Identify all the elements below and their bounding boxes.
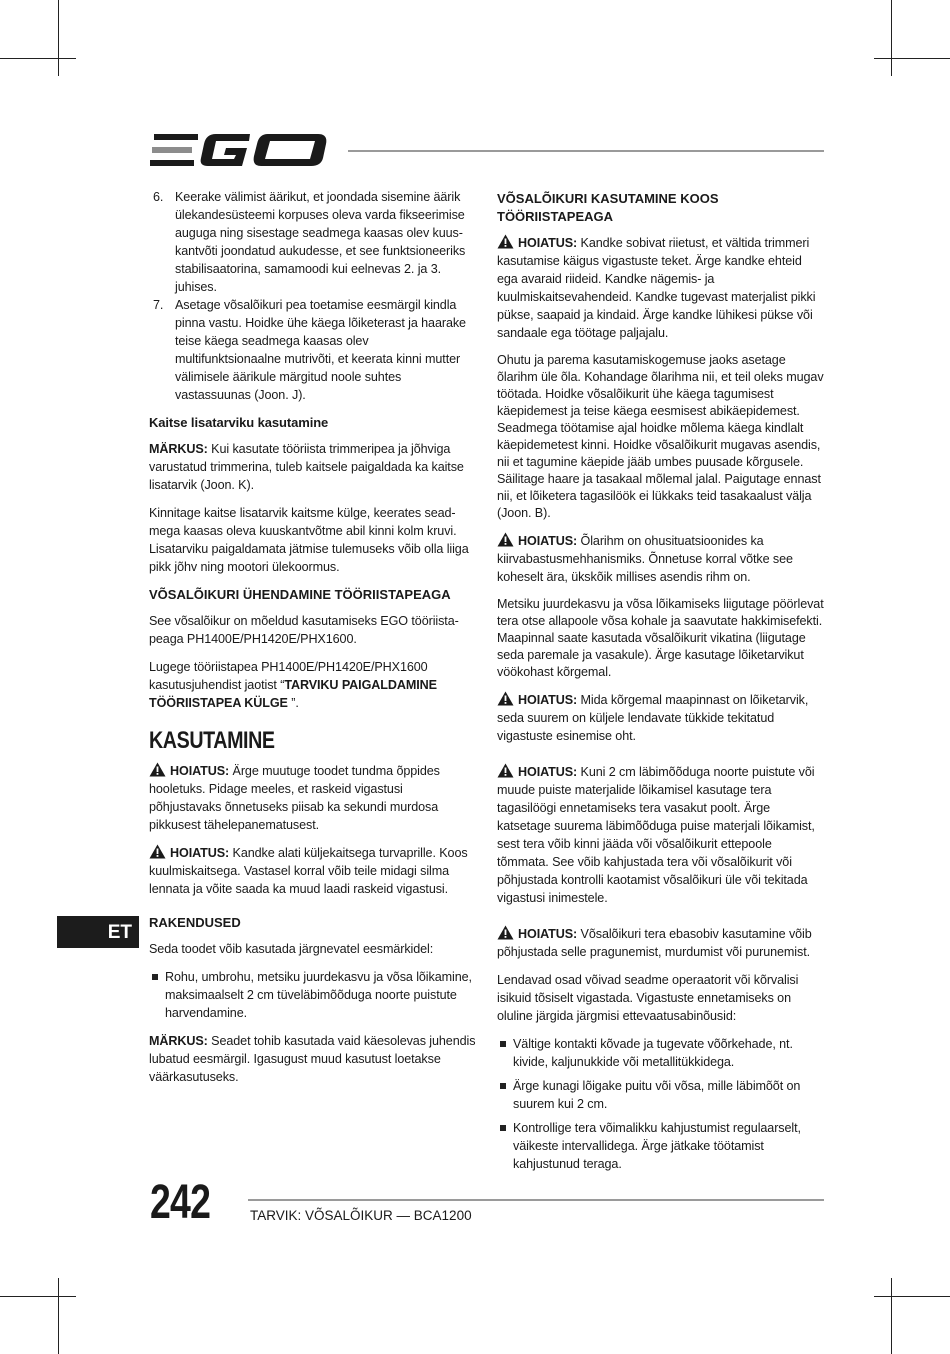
right-column bbox=[497, 188, 825, 1183]
warning-block bbox=[149, 762, 477, 834]
step-number: 6. bbox=[153, 190, 164, 204]
guard-paragraph: Kinnitage kaitse lisatarvik kaitsme külge, keerates seadmega kaasas oleva kuuskantvõtme abil kinni kolm kruvi. Lisatarviku paigaldamata jätmise tulemuseks võib olla liiga pikk jõhv ning mootori ülekoormus. bbox=[149, 506, 469, 574]
crop-mark bbox=[58, 1278, 59, 1354]
connect-paragraph-2 bbox=[149, 658, 477, 712]
warning-block bbox=[497, 532, 825, 586]
warning-label: HOIATUS: bbox=[518, 534, 578, 548]
warning-label: HOIATUS: bbox=[518, 765, 578, 779]
bullet-square bbox=[500, 1041, 506, 1047]
apps-bullets bbox=[149, 968, 477, 1022]
warning-label: HOIATUS: bbox=[170, 846, 230, 860]
warning-label: HOIATUS: bbox=[518, 236, 578, 250]
steps-list bbox=[149, 188, 477, 404]
crop-mark bbox=[874, 58, 950, 59]
warning-triangle-icon bbox=[497, 691, 514, 706]
warning-triangle-icon bbox=[149, 844, 166, 859]
warning-text: Kandke sobivat riietust, et vältida trimmeri kasutamise käigus vigastuste teket. Ärge kandke ehteid ega avaraid riideid. Kandke nägemis- ja kuulmiskaitsevahendeid. Kandke tugevast materjalist pikki pükse, saapaid ja kindaid. Ärge kandke lühikesi pükse või sandaale ega töötage paljajalu. bbox=[497, 236, 816, 340]
crop-mark bbox=[0, 58, 76, 59]
step-number: 7. bbox=[153, 298, 164, 312]
warning-text: Kandke alati küljekaitsega turvaprille. Koos kuulmiskaitsega. Vastasel korral võib teile midagi silma lennata ja võite saada ka muud laadi raskeid vigastusi. bbox=[149, 846, 468, 896]
step-text: Asetage võsalõikuri pea toetamise eesmärgil kindla pinna vastu. Hoidke ühe käega lõiketerast ja haarake teise käega seadmega kaasas olev multifunktsionaalne mutrivõti, et keerata kinni mutter välimisele äärikule märgitud noole suhtes vastassuunas (Joon. J). bbox=[175, 298, 466, 402]
usage-heading: VÕSALÕIKURI KASUTAMINE KOOS TÖÖRIISTAPEAGA bbox=[497, 191, 719, 224]
list-item bbox=[149, 296, 477, 404]
crop-mark bbox=[58, 0, 59, 76]
warning-text: Ärge muutuge toodet tundma õppides hooletuks. Pidage meeles, et raskeid vigastusi põhjustavaks õnnetuseks piisab ka sekundi murdosa pikkusest tähelepanematusest. bbox=[149, 764, 440, 832]
warning-label: HOIATUS: bbox=[518, 927, 578, 941]
warning-block bbox=[497, 234, 825, 342]
bullet-text: Ärge kunagi lõigake puitu või võsa, mille läbimõõt on suurem kui 2 cm. bbox=[513, 1079, 801, 1111]
warning-triangle-icon bbox=[497, 532, 514, 547]
warning-block bbox=[497, 691, 825, 745]
list-item bbox=[497, 1035, 825, 1071]
crop-mark bbox=[874, 1296, 950, 1297]
warning-block bbox=[149, 844, 477, 898]
bullet-square bbox=[152, 974, 158, 980]
bullet-text: Rohu, umbrohu, metsiku juurdekasvu ja võsa lõikamine, maksimaalselt 2 cm tüveläbimõõduga noorte puistute harvendamine. bbox=[165, 970, 472, 1020]
paragraph: Metsiku juurdekasvu ja võsa lõikamiseks liigutage pöörlevat tera otse allapoole võsa kohale ja saavutate hakkimisefekti. Maapinnal saate kasutada võsalõikurit vikatina (liigutage seda paremale ja vasakule). Ärge kasutage lõiketarvikut vöökohast kõrgemal. bbox=[497, 597, 824, 679]
warning-triangle-icon bbox=[497, 763, 514, 778]
footer-rule bbox=[248, 1199, 824, 1201]
header-rule bbox=[348, 150, 824, 152]
apps-heading: RAKENDUSED bbox=[149, 915, 241, 930]
warning-triangle-icon bbox=[149, 762, 166, 777]
left-column bbox=[149, 188, 477, 1096]
precaution-bullets bbox=[497, 1035, 825, 1173]
warning-triangle-icon bbox=[497, 925, 514, 940]
warning-label: HOIATUS: bbox=[518, 693, 578, 707]
bullet-text: Vältige kontakti kõvade ja tugevate võõrkehade, nt. kivide, kaljunukkide või metallitükkidega. bbox=[513, 1037, 793, 1069]
footer-title: TARVIK: VÕSALÕIKUR — BCA1200 bbox=[250, 1208, 472, 1223]
warning-text: Õlarihm on ohusituatsioonides ka kiirvabastusmehhanismiks. Õnnetuse korral võtke see koheselt ära, ükskõik millises asendis rihm on. bbox=[497, 534, 793, 584]
warning-text: Mida kõrgemal maapinnast on lõiketarvik, seda suurem on küljele lendavate tükkide tekitatud vigastuste esinemise oht. bbox=[497, 693, 809, 743]
list-item bbox=[497, 1077, 825, 1113]
text-run: ”. bbox=[287, 696, 299, 710]
bold-run: TARVIKU PAIGALDAMINE TÖÖRIISTAPEA KÜLGE bbox=[149, 678, 437, 710]
warning-text: Võsalõikuri tera ebasobiv kasutamine võib põhjustada selle pragunemist, murdumist või purunemist. bbox=[497, 927, 812, 959]
language-tab: ET bbox=[57, 916, 139, 948]
note-label: MÄRKUS: bbox=[149, 442, 208, 456]
page-number: 242 bbox=[150, 1176, 211, 1229]
warning-label: HOIATUS: bbox=[170, 764, 230, 778]
text-run: Lugege tööriistapea PH1400E/PH1420E/PHX1600 kasutusjuhendist jaotist “ bbox=[149, 660, 428, 692]
warning-triangle-icon bbox=[497, 234, 514, 249]
bullet-text: Kontrollige tera võimalikku kahjustumist regulaarselt, väikeste intervallidega. Ärge jätkake töötamist kahjustunud teraga. bbox=[513, 1121, 801, 1171]
list-item bbox=[149, 968, 477, 1022]
list-item bbox=[497, 1119, 825, 1173]
note-label: MÄRKUS: bbox=[149, 1034, 208, 1048]
paragraph: Ohutu ja parema kasutamiskogemuse jaoks asetage õlarihm üle õla. Kohandage õlarihma nii, et teil oleks mugav töötada. Hoidke võsalõikurit ühe käega tagumisest käepidemest ja teise käega eesmisest abikäepidemest. Seadmega töötamise ajal hoidke mõlema käega kindlalt käepidemetest kinni. Hoidke võsalõikurit mugavas asendis, nii et tagumine käepide jääb umbes puusade kõrgusele. Säilitage haare ja tasakaal mõlemal jalal. Paigutage ennast nii, et lõiketera tagasilöök ei lükkaks teid tasakaalust välja (Joon. B). bbox=[497, 353, 824, 520]
guard-note bbox=[149, 440, 477, 494]
guard-heading: Kaitse lisatarviku kasutamine bbox=[149, 415, 329, 430]
note-text: Seadet tohib kasutada vaid käesolevas juhendis lubatud eesmärgil. Igasugust muud kasutust loetakse väärkasutuseks. bbox=[149, 1034, 476, 1084]
paragraph: Lendavad osad võivad seadme operaatorit või kõrvalisi isikuid tõsiselt vigastada. Vigastuste ennetamiseks on oluline järgida järgmisi ettevaatusabinõusid: bbox=[497, 973, 799, 1023]
bullet-square bbox=[500, 1125, 506, 1131]
connect-heading: VÕSALÕIKURI ÜHENDAMINE TÖÖRIISTAPEAGA bbox=[149, 587, 451, 602]
bullet-square bbox=[500, 1083, 506, 1089]
warning-text: Kuni 2 cm läbimõõduga noorte puistute või muude puiste materjalide lõikamisel kasutage tera tagasilöögi ennetamiseks tera vasakut poolt. Ärge katsetage suurema läbimõõduga puise materjali lõikamist, sest tera võib kinni jääda või võsalõikurit ettepoole tõmmata. See võib kahjustada tera või võsalõikurit või põhjustada kontrolli kaotamist võsalõikuri üle või tekitada vigastusi inimestele. bbox=[497, 765, 815, 905]
list-item bbox=[149, 188, 477, 296]
crop-mark bbox=[0, 1296, 76, 1297]
crop-mark bbox=[891, 0, 892, 76]
warning-block bbox=[497, 763, 825, 907]
connect-paragraph: See võsalõikur on mõeldud kasutamiseks EGO tööriistapeaga PH1400E/PH1420E/PHX1600. bbox=[149, 614, 459, 646]
apps-intro: Seda toodet võib kasutada järgnevatel eesmärkidel: bbox=[149, 942, 434, 956]
ego-logo bbox=[150, 130, 330, 170]
note-text: Kui kasutate tööriista trimmeripea ja jõhviga varustatud trimmerina, tuleb kaitsele paigaldada ka kaitse lisatarvik (Joon. K). bbox=[149, 442, 464, 492]
section-heading: KASUTAMINE bbox=[149, 727, 275, 754]
crop-mark bbox=[891, 1278, 892, 1354]
apps-note bbox=[149, 1032, 477, 1086]
warning-block bbox=[497, 925, 825, 961]
step-text: Keerake välimist äärikut, et joondada sisemine äärik ülekandesüsteemi korpuses oleva varda fikseerimise auguga ning sisestage seadmega kaasas olev kuuskantvõti joondatud aukudesse, et see funktsioneeriks stabilisaatorina, samamoodi kui eelnevas 2. ja 3. juhises. bbox=[175, 190, 466, 294]
